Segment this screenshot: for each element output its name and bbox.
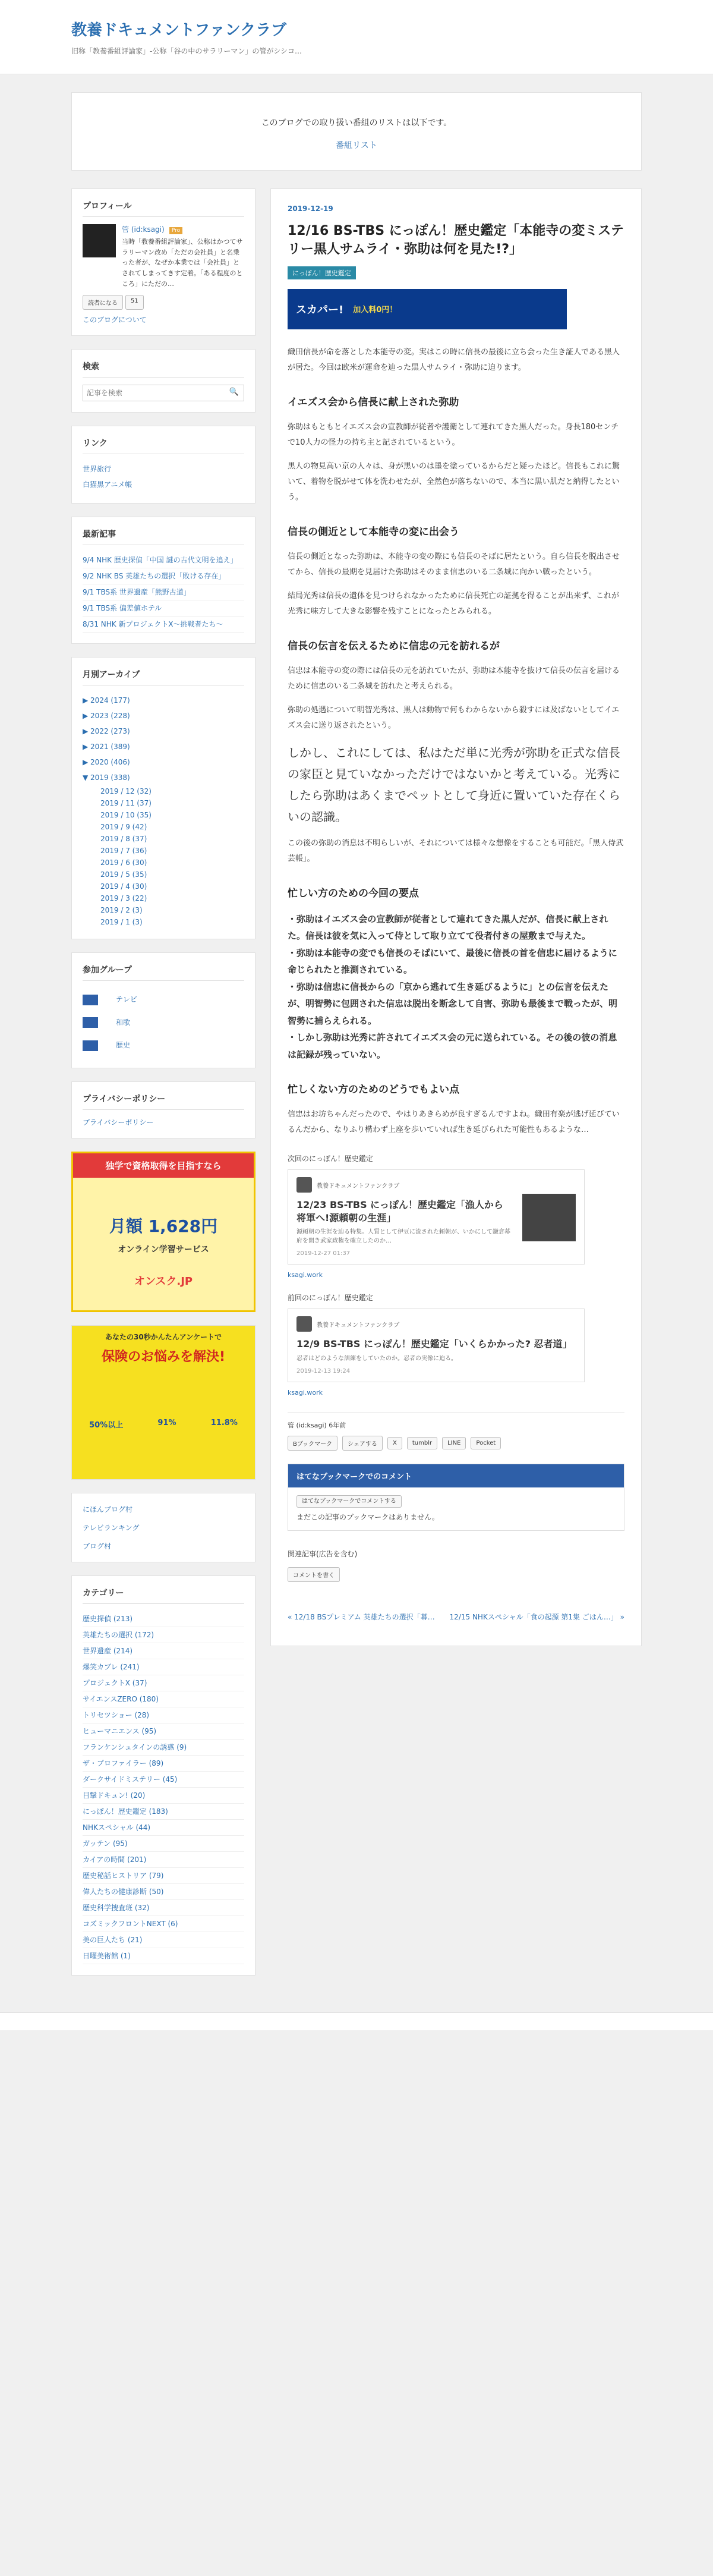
banner-brand: スカパー! [296, 303, 344, 316]
category-link[interactable]: 世界遺産 (214) [83, 1646, 133, 1655]
category-link[interactable]: トリセツショー (28) [83, 1710, 150, 1719]
paragraph: 結局光秀は信長の遺体を見つけられなかったために信長死亡の証拠を得ることが出来ず、これが光秀に味方して大きな影響を残すことになったとみられる。 [288, 591, 619, 616]
profile-bio: 当時「教養番組評論家」、公称はかつてサラリーマン改め「ただの会社員」と名乗った者が、なぜか本業では「会社員」とされてしまってきす定着。「ある程度のところ」にただの… [122, 238, 243, 288]
avatar [296, 1316, 312, 1332]
site-description: 旧称「教養番組評論家」-公称「谷の中のサラリーマン」の管がシシコ… [71, 47, 302, 55]
category-item [83, 1643, 244, 1659]
category-item [83, 1948, 244, 1964]
group-link[interactable]: テレビ [116, 995, 137, 1004]
embed-desc: 忍者はどのような訓練をしていたのか。忍者の実像に迫る。 [296, 1355, 457, 1363]
category-link[interactable]: 爆笑カブレ (241) [83, 1662, 140, 1671]
recent-post-link[interactable]: 8/31 NHK 新プロジェクトX〜挑戦者たち〜 [83, 620, 223, 629]
summary-item: ・弥助は信忠に信長からの「京から逃れて生き延びるように」との伝言を伝えたが、明智勢に包囲された信忠は脱出を断念して自害、弥助も最後まで戦ったが、明智勢に捕らえられる。 [288, 981, 618, 1026]
section-heading: 忙しくない方のためのどうでもよい点 [288, 1084, 459, 1096]
category-link[interactable]: 日曜美術館 (1) [83, 1951, 131, 1960]
article [270, 188, 642, 1646]
paragraph: 弥助はもともとイエズス会の宣教師が従者や護衛として連れてきた黒人だった。身長180センチで10人力の怪力の持ち主と記されているという。 [288, 422, 619, 447]
banner-offer: 加入料0円！ [353, 306, 397, 315]
recent-post-link[interactable]: 9/1 TBS系 世界遺産「熊野古道」 [83, 588, 191, 597]
category-link[interactable]: サイエンスZERO (180) [83, 1694, 159, 1703]
bookmark-comments [288, 1464, 624, 1531]
archive-month[interactable]: 2019 / 1 (3) [100, 918, 143, 927]
category-item [83, 1836, 244, 1852]
notice-box [71, 92, 642, 171]
archive-year[interactable]: ▶ 2023 (228) [83, 712, 130, 721]
widget-title: リンク [83, 437, 244, 454]
archive-month[interactable]: 2019 / 11 (37) [100, 799, 152, 808]
embed-source-link[interactable]: ksagi.work [288, 1389, 323, 1397]
embed-thumbnail [522, 1194, 576, 1241]
category-item [83, 1900, 244, 1916]
archive-month[interactable]: 2019 / 10 (35) [100, 811, 152, 820]
archive-year[interactable]: ▶ 2024 (177) [83, 696, 130, 705]
archive-month[interactable]: 2019 / 2 (3) [100, 906, 143, 915]
x-share-button[interactable]: X [387, 1437, 402, 1449]
archive-month[interactable]: 2019 / 4 (30) [100, 882, 147, 891]
category-link[interactable]: 歴史秘話ヒストリア (79) [83, 1871, 164, 1880]
share-row [288, 1436, 624, 1451]
ranking-link[interactable]: テレビランキング [83, 1523, 140, 1532]
profile-widget [71, 188, 255, 336]
category-link[interactable]: ガッテン (95) [83, 1839, 128, 1848]
archive-month[interactable]: 2019 / 3 (22) [100, 894, 147, 903]
ad-headline: あなたの30秒かんたんアンケートで [105, 1332, 222, 1341]
categories-widget [71, 1575, 255, 1976]
privacy-link[interactable]: プライバシーポリシー [83, 1118, 154, 1127]
category-item [83, 1916, 244, 1932]
category-link[interactable]: NHKスペシャル (44) [83, 1823, 151, 1832]
recent-post-link[interactable]: 9/1 TBS系 偏差値ホテル [83, 604, 162, 613]
avatar[interactable] [83, 224, 116, 257]
search-input[interactable] [83, 385, 225, 401]
about-link[interactable]: このブログについて [83, 316, 147, 325]
links-widget [71, 426, 255, 504]
pro-badge: Pro [169, 227, 182, 234]
summary-item: ・弥助は本能寺の変でも信長のそばにいて、最後に信長の首を信忠に届けるように命じられたと推測されている。 [288, 947, 617, 976]
group-icon [83, 1040, 98, 1051]
ad-subtitle: オンライン学習サービス [118, 1244, 209, 1254]
summary-item: ・しかし弥助は光秀に許されてイエズス会の元に送られている。その後の彼の消息は記録が残っていない。 [288, 1032, 617, 1060]
category-item [83, 1659, 244, 1675]
avatar [296, 1177, 312, 1193]
widget-title: 最新記事 [83, 528, 244, 545]
widget-title: カテゴリー [83, 1587, 244, 1604]
post-date[interactable]: 2019-12-19 [288, 205, 333, 213]
author-line[interactable]: 管 (id:ksagi) 6年前 [288, 1413, 624, 1430]
embed-title[interactable]: 12/9 BS-TBS にっぽん！歴史鑑定「いくらかかった? 忍者道」 [296, 1338, 572, 1350]
widget-title: 月別アーカイブ [83, 668, 244, 685]
line-button[interactable]: LINE [442, 1437, 466, 1449]
category-item [83, 1804, 244, 1820]
write-comment-button[interactable]: コメントを書く [288, 1567, 340, 1582]
page-footer [0, 2012, 713, 2030]
group-link[interactable]: 和歌 [116, 1018, 131, 1027]
ad-main: 保険のお悩みを解決! [101, 1349, 226, 1364]
section-heading: イエズス会から信長に献上された弥助 [288, 396, 459, 408]
related-heading: 関連記事(広告を含む) [288, 1550, 358, 1559]
pager [288, 1612, 624, 1622]
category-link[interactable]: ザ・プロファイラー (89) [83, 1759, 164, 1767]
paragraph: 黒人の物見高い京の人々は、身が黒いのは墨を塗っているからだと疑ったほど。信長もこれに驚いて、着物を脱がせて体を洗わせたが、全然色が落ちないので、本当に黒い肌だと納得したという。 [288, 461, 620, 502]
category-item [83, 1788, 244, 1804]
embed-date: 2019-12-13 19:24 [296, 1368, 351, 1375]
archive-month[interactable]: 2019 / 7 (36) [100, 847, 147, 855]
category-item [83, 1611, 244, 1627]
category-link[interactable]: 目撃ドキュン! (20) [83, 1791, 146, 1800]
groups-widget [71, 952, 255, 1068]
next-episode-card[interactable] [288, 1169, 585, 1265]
ad-price: 月額 1,628円 [109, 1216, 218, 1236]
category-link[interactable]: フランケンシュタインの誘惑 (9) [83, 1743, 187, 1751]
archive-year[interactable]: ▼ 2019 (338) [83, 773, 130, 782]
post-title[interactable]: 12/16 BS-TBS にっぽん！歴史鑑定「本能寺の変ミステリー黒人サムライ・弥助は何を見た!?」 [288, 224, 624, 257]
category-item [83, 1627, 244, 1643]
category-item [83, 1820, 244, 1836]
category-link[interactable]: カイアの時間 (201) [83, 1855, 147, 1864]
category-link[interactable]: ダークサイドミステリー (45) [83, 1775, 178, 1784]
group-link[interactable]: 歴史 [116, 1041, 131, 1050]
paragraph: 弥助の処遇について明智光秀は、黒人は動物で何もわからないから殺すには及ばないとしてイエズス会に送り返されたという。 [288, 705, 620, 730]
category-item [83, 1675, 244, 1691]
ad-stat: 91% [157, 1418, 176, 1427]
prev-episode-card[interactable] [288, 1309, 585, 1382]
category-item [83, 1707, 244, 1723]
embed-date: 2019-12-27 01:37 [296, 1250, 351, 1257]
category-item [83, 1884, 244, 1900]
section-heading: 忙しい方のための今回の要点 [288, 887, 419, 899]
follow-button[interactable]: 読者になる [83, 295, 123, 310]
paragraph: この後の弥助の消息は不明らしいが、それについては様々な想像をすることも可能だ。「黒人侍武芸帳」。 [288, 838, 624, 863]
ad-headline: 独学で資格取得を目指すなら [73, 1153, 254, 1178]
ranking-link[interactable]: ブログ村 [83, 1542, 112, 1550]
category-item [83, 1772, 244, 1788]
group-icon [83, 1017, 98, 1028]
paragraph: 織田信長が命を落とした本能寺の変。実はこの時に信長の最後に立ち会った生き証人である黒人が居た。今回は欧米が運命を辿った黒人サムライ・弥助に迫ります。 [288, 347, 620, 372]
archive-year[interactable]: ▶ 2021 (389) [83, 743, 130, 751]
category-link[interactable]: 英雄たちの選択 (172) [83, 1630, 154, 1639]
category-link[interactable]: 偉人たちの健康診断 (50) [83, 1887, 164, 1896]
ranking-link[interactable]: にほんブログ村 [83, 1505, 133, 1514]
archive-month[interactable]: 2019 / 9 (42) [100, 823, 147, 832]
category-item [83, 1691, 244, 1707]
skyperfect-banner[interactable] [288, 289, 567, 329]
embed-desc: 源頼朝の生涯を辿る特集。人質として伊豆に流された頼朝が、いかにして鎌倉幕府を開き武家政権を確立したのか… [296, 1229, 510, 1245]
search-icon[interactable]: 🔍 [229, 388, 239, 397]
archive-month[interactable]: 2019 / 6 (30) [100, 858, 147, 867]
paragraph: 信忠はお坊ちゃんだったので、やはりあきらめが良すぎるんですよね。織田有楽が逃げ延びているんだから、なりふり構わず上座を歩いていれば生き延びられた可能性もあるような… [288, 1110, 620, 1135]
category-link[interactable]: プロジェクトX (37) [83, 1678, 147, 1687]
embed-source-link[interactable]: ksagi.work [288, 1271, 323, 1279]
ad-stat: 50%以上 [89, 1420, 124, 1430]
bookmark-heading: はてなブックマークでのコメント [288, 1464, 624, 1487]
hatena-bookmark-button[interactable]: Bブックマーク [288, 1436, 337, 1451]
link-item[interactable]: 白猫黒アニメ帳 [83, 480, 132, 489]
archive-year[interactable]: ▶ 2022 (273) [83, 727, 130, 736]
pocket-button[interactable]: Pocket [471, 1437, 501, 1449]
privacy-widget [71, 1081, 255, 1138]
site-title[interactable]: 教養ドキュメントファンクラブ [71, 21, 287, 39]
recent-post-link[interactable]: 9/4 NHK 歴史探偵「中国 謎の古代文明を追え」 [83, 556, 238, 565]
ad-onsuku[interactable] [71, 1152, 255, 1312]
profile-name[interactable]: 管 (id:ksagi) [122, 225, 165, 234]
next-episode-label: 次回のにっぽん！歴史鑑定 [288, 1155, 373, 1163]
link-item[interactable]: 世界旅行 [83, 465, 112, 474]
summary-item: ・弥助はイエズス会の宣教師が従者として連れてきた黒人だが、信長に献上された。信長は彼を気に入って侍として取り立てて役者付きの屋敷まで与えた。 [288, 913, 608, 942]
archive-year[interactable]: ▶ 2020 (406) [83, 758, 130, 767]
section-heading: 信長の伝言を伝えるために信忠の元を訪れるが [288, 640, 500, 652]
category-link[interactable]: 美の巨人たち (21) [83, 1935, 143, 1944]
category-item [83, 1868, 244, 1884]
widget-title: 検索 [83, 360, 244, 378]
section-heading: 信長の側近として本能寺の変に出会う [288, 526, 459, 538]
embed-title[interactable]: 12/23 BS-TBS にっぽん！歴史鑑定「漁人から将軍へ!源頼朝の生涯」 [296, 1199, 503, 1223]
next-post-link[interactable]: 12/15 NHKスペシャル「食の起源 第1集 ごはん…」 » [449, 1613, 624, 1622]
category-item [83, 1723, 244, 1740]
paragraph: 信忠は本能寺の変の際には信長の元を訪れていたが、弥助は本能寺を抜けて信長の伝言を届けるために信忠のいる二条城を訪れたと考えられる。 [288, 666, 620, 691]
category-item [83, 1756, 244, 1772]
widget-title: 参加グループ [83, 964, 244, 981]
site-header [0, 0, 713, 74]
category-item [83, 1932, 244, 1948]
recent-posts-widget [71, 517, 255, 644]
notice-text: このブログでの取り扱い番組のリストは以下です。 [261, 118, 452, 128]
ad-stat: 11.8% [210, 1418, 238, 1427]
category-link[interactable]: ヒューマニエンス (95) [83, 1726, 157, 1735]
post-body [288, 345, 624, 1138]
bookmark-empty: まだこの記事のブックマークはありません。 [296, 1513, 439, 1522]
ad-insurance[interactable] [71, 1325, 255, 1480]
summary-list [288, 911, 624, 1064]
bookmark-comment-button[interactable]: はてなブックマークでコメントする [296, 1495, 402, 1508]
category-link[interactable]: 歴史科学捜査班 (32) [83, 1903, 150, 1912]
archive-month[interactable]: 2019 / 12 (32) [100, 787, 152, 796]
prev-post-link[interactable]: « 12/18 BSプレミアム 英雄たちの選択「幕… [288, 1613, 435, 1622]
sidebar [71, 188, 255, 1988]
widget-title: プロフィール [83, 200, 244, 217]
group-icon [83, 995, 98, 1005]
category-item [83, 1852, 244, 1868]
embed-blog-name: 教養ドキュメントファンクラブ [317, 1182, 400, 1190]
emphasized-paragraph: しかし、これにしては、私はただ単に光秀が弥助を正式な信長の家臣と見ていなかっただけではないかと考えている。光秀にしたら弥助はあくまでペットとして身近に置いていた存在くらいの認識。 [288, 745, 620, 824]
program-list-link[interactable]: 番組リスト [336, 141, 377, 151]
prev-episode-label: 前回のにっぽん！歴史鑑定 [288, 1294, 373, 1303]
follower-count: 51 [125, 295, 144, 310]
facebook-share-button[interactable]: シェアする [342, 1436, 383, 1451]
recent-post-link[interactable]: 9/2 NHK BS 英雄たちの選択「敗ける存在」 [83, 572, 226, 581]
tumblr-button[interactable]: tumblr [407, 1437, 437, 1449]
ad-brand: オンスク.JP [134, 1275, 193, 1288]
category-tag[interactable]: にっぽん！歴史鑑定 [288, 266, 356, 279]
widget-title: プライバシーポリシー [83, 1093, 244, 1110]
ranking-widget [71, 1493, 255, 1562]
embed-blog-name: 教養ドキュメントファンクラブ [317, 1322, 400, 1329]
category-link[interactable]: にっぽん！歴史鑑定 (183) [83, 1807, 168, 1816]
category-link[interactable]: コズミックフロントNEXT (6) [83, 1919, 178, 1928]
archive-month[interactable]: 2019 / 5 (35) [100, 870, 147, 879]
archive-month[interactable]: 2019 / 8 (37) [100, 835, 147, 844]
category-item [83, 1740, 244, 1756]
paragraph: 信長の側近となった弥助は、本能寺の変の際にも信長のそばに居たという。自ら信長を脱出させてから、信長の最期を見届けた弥助はそのまま信忠のいる二条城に向かい戦ったという。 [288, 552, 620, 577]
category-link[interactable]: 歴史探偵 (213) [83, 1614, 133, 1623]
archive-widget [71, 657, 255, 939]
search-widget [71, 349, 255, 413]
